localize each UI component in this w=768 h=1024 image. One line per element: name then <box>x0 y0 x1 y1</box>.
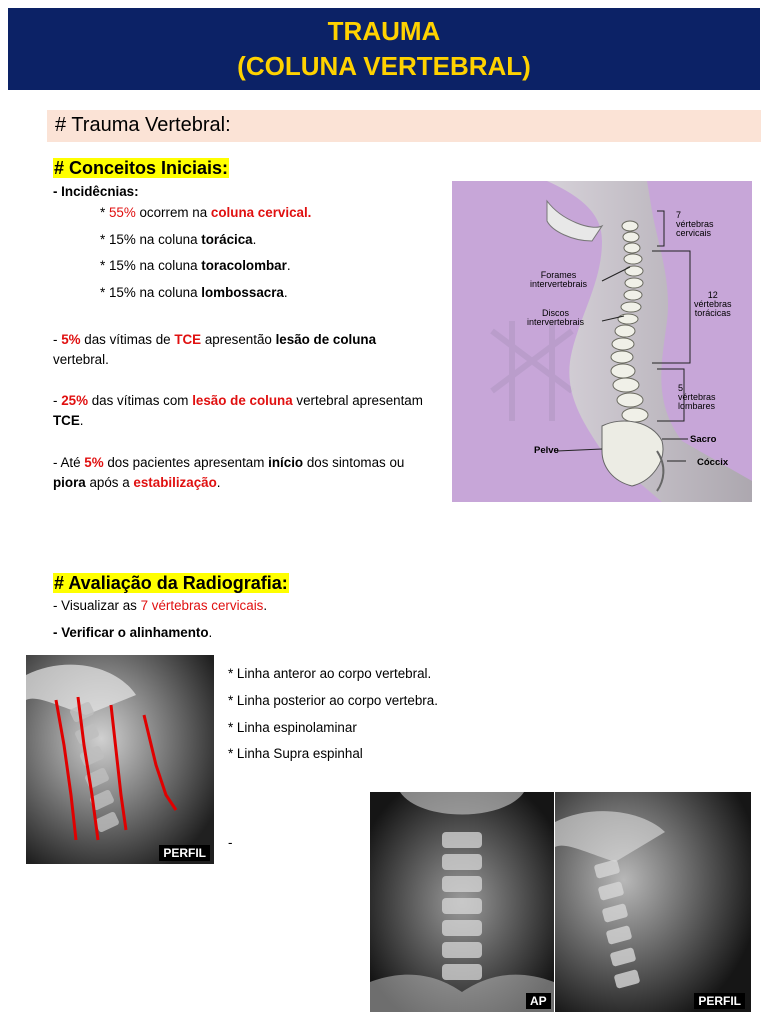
paragraph-sintomas: - Até 5% dos pacientes apresentam início dos sintomas ou piora após a estabilização. <box>53 455 405 490</box>
incidence-item: * 15% na coluna torácica. <box>100 232 257 247</box>
xray-ap <box>370 792 554 1012</box>
dash: - <box>228 835 233 850</box>
incidence-item: * 15% na coluna lombossacra. <box>100 285 288 300</box>
xray-lateral-image <box>26 655 214 864</box>
xray-lateral-annotated <box>26 655 214 864</box>
spine-figure <box>452 181 752 502</box>
xray-ap-image <box>370 792 554 1012</box>
title-line-1: TRAUMA <box>327 16 441 46</box>
label-coccix: Cóccix <box>697 457 729 468</box>
label-pelve: Pelve <box>534 445 559 456</box>
label-toracicas: 12 vértebras torácicas <box>694 290 732 318</box>
label-sacro: Sacro <box>690 434 717 445</box>
section-title: # Trauma Vertebral: <box>55 114 231 136</box>
label-cervicais: 7 vértebras cervicais <box>676 210 714 238</box>
incidences-label: - Incidêcnias: <box>53 184 139 199</box>
line-item: * Linha espinolaminar <box>228 720 357 735</box>
radiography-line-1: - Visualizar as 7 vértebras cervicais. <box>53 598 268 613</box>
line-item: * Linha anteror ao corpo vertebral. <box>228 666 432 681</box>
title-line-2: (COLUNA VERTEBRAL) <box>237 51 531 81</box>
section-header <box>47 110 761 142</box>
label-forames: Forames intervertebrais <box>530 270 588 289</box>
xray-tag-perfil-1: PERFIL <box>159 845 210 861</box>
line-item: * Linha Supra espinhal <box>228 746 363 761</box>
paragraph-tce: - 5% das vítimas de TCE apresentão lesão de coluna vertebral. <box>53 332 377 367</box>
label-lombares: 5 vértebras lombares <box>678 383 716 411</box>
incidence-item: * 55% ocorrem na coluna cervical. <box>100 205 312 220</box>
xray-lateral <box>555 792 751 1012</box>
line-item: * Linha posterior ao corpo vertebra. <box>228 693 438 708</box>
xray-lateral-plain-image <box>555 792 751 1012</box>
concepts-heading: # Conceitos Iniciais: <box>54 158 229 178</box>
radiography-heading: # Avaliação da Radiografia: <box>54 573 288 593</box>
paragraph-lesao: - 25% das vítimas com lesão de coluna vertebral apresentam TCE. <box>53 393 423 428</box>
xray-tag-perfil-2: PERFIL <box>694 993 745 1009</box>
radiography-line-2: - Verificar o alinhamento. <box>53 625 213 640</box>
label-discos: Discos intervertebrais <box>527 308 585 327</box>
incidence-item: * 15% na coluna toracolombar. <box>100 258 291 273</box>
xray-tag-ap: AP <box>526 993 551 1009</box>
title-banner <box>8 8 760 90</box>
